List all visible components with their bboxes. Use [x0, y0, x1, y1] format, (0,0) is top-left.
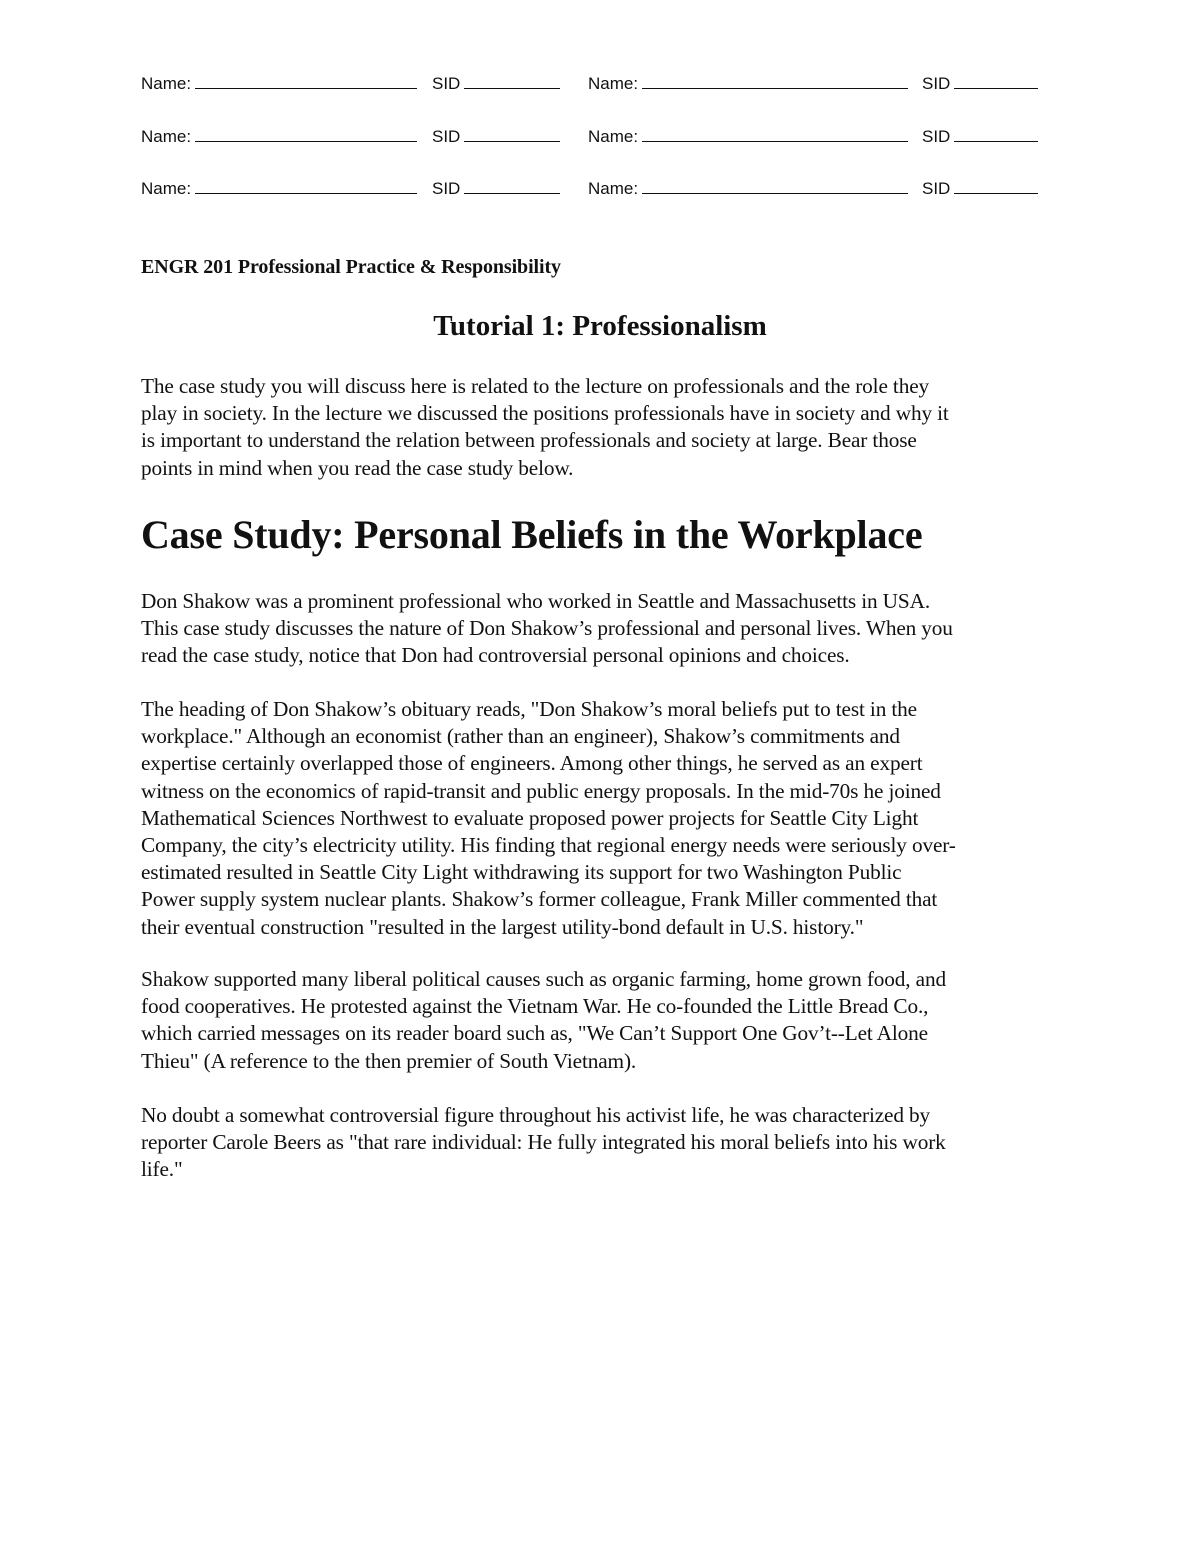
- text-line: their eventual construction "resulted in the largest utility-bond default in U.S. history.": [141, 914, 864, 939]
- text-line: Don Shakow was a prominent professional who worked in Seattle and Massachusetts in USA.: [141, 589, 931, 613]
- sid-field[interactable]: [922, 72, 1038, 94]
- sid-label: SID: [922, 126, 951, 146]
- name-label: Name:: [141, 126, 192, 146]
- text-line: This case study discusses the nature of Don Shakow’s professional and personal lives. When you: [141, 616, 953, 641]
- student-name-fields: [141, 72, 1061, 230]
- text-line: The case study you will discuss here is related to the lecture on professionals and the role they: [141, 374, 929, 398]
- name-field[interactable]: [141, 72, 417, 94]
- text-line: food cooperatives. He protested against the Vietnam War. He co-founded the Little Bread Co.,: [141, 994, 929, 1019]
- sid-label: SID: [432, 126, 461, 146]
- text-line: Mathematical Sciences Northwest to evaluate proposed power projects for Seattle City Light: [141, 805, 919, 830]
- name-row: [141, 125, 1061, 178]
- text-line: The heading of Don Shakow’s obituary reads, "Don Shakow’s moral beliefs put to test in the: [141, 697, 917, 721]
- sid-field[interactable]: [922, 125, 1038, 147]
- name-label: Name:: [588, 74, 639, 93]
- sid-field[interactable]: [432, 125, 560, 147]
- sid-field[interactable]: [432, 72, 560, 94]
- text-line: Shakow supported many liberal political causes such as organic farming, home grown food, and: [141, 967, 946, 991]
- text-line: play in society. In the lecture we discussed the positions professionals have in society and why it: [141, 401, 949, 426]
- text-line: read the case study, notice that Don had controversial personal opinions and choices.: [141, 643, 850, 668]
- sid-field[interactable]: [922, 177, 1038, 199]
- name-field[interactable]: [588, 177, 908, 199]
- name-field[interactable]: [588, 72, 908, 94]
- name-row: [141, 177, 1061, 230]
- intro-paragraph: [141, 373, 1071, 482]
- sid-label: SID: [432, 179, 461, 198]
- sid-label: SID: [432, 74, 461, 93]
- tutorial-title: Tutorial 1: Professionalism: [433, 310, 767, 342]
- text-line: which carried messages on its reader board such as, "We Can’t Support One Gov’t--Let Alone: [141, 1021, 928, 1046]
- name-field[interactable]: [141, 177, 417, 199]
- case-study-title: Case Study: Personal Beliefs in the Workplace: [141, 512, 923, 557]
- text-line: workplace." Although an economist (rather than an engineer), Shakow’s commitments and: [141, 724, 900, 749]
- text-line: expertise certainly overlapped those of engineers. Among other things, he served as an expert: [141, 751, 923, 776]
- text-line: is important to understand the relation between professionals and society at large. Bear those: [141, 428, 917, 453]
- paragraph-3: [141, 966, 1071, 1075]
- name-label: Name:: [588, 126, 639, 146]
- paragraph-1: [141, 588, 1071, 670]
- sid-label: SID: [922, 179, 951, 198]
- name-field[interactable]: [588, 125, 908, 147]
- text-line: Power supply system nuclear plants. Shakow’s former colleague, Frank Miller commented that: [141, 887, 938, 912]
- name-label: Name:: [141, 74, 192, 93]
- text-line: points in mind when you read the case study below.: [141, 455, 574, 480]
- paragraph-2: [141, 696, 1071, 941]
- text-line: Thieu" (A reference to the then premier of South Vietnam).: [141, 1048, 637, 1073]
- name-field[interactable]: [141, 125, 417, 147]
- text-line: Company, the city’s electricity utility. His finding that regional energy needs were seriously over-: [141, 833, 956, 858]
- course-title: ENGR 201 Professional Practice & Responsibility: [141, 256, 561, 278]
- text-line: life.": [141, 1157, 183, 1182]
- name-label: Name:: [588, 179, 639, 198]
- text-line: No doubt a somewhat controversial figure throughout his activist life, he was characterized by: [141, 1103, 931, 1127]
- text-line: reporter Carole Beers as "that rare individual: He fully integrated his moral beliefs into his work: [141, 1130, 946, 1155]
- text-line: witness on the economics of rapid-transit and public energy proposals. In the mid-70s he joined: [141, 778, 941, 803]
- name-label: Name:: [141, 179, 192, 198]
- name-row: [141, 72, 1061, 125]
- paragraph-4: [141, 1102, 1071, 1184]
- sid-label: SID: [922, 74, 951, 93]
- text-line: estimated resulted in Seattle City Light withdrawing its support for two Washington Public: [141, 860, 902, 885]
- sid-field[interactable]: [432, 177, 560, 199]
